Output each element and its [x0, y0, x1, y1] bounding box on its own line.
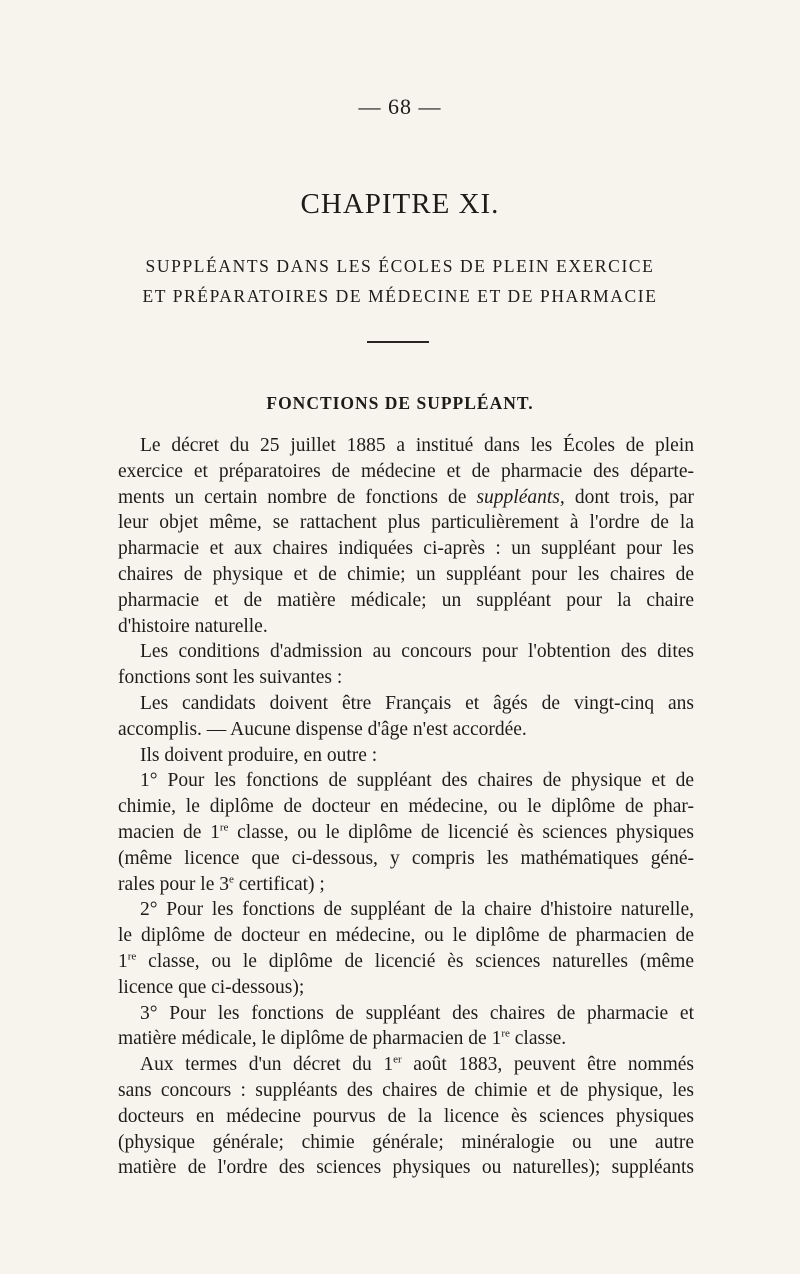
text-line: 3° Pour les fonctions de suppléant des chaires de pharmacie et — [140, 1002, 694, 1024]
text-line: docteurs en médecine pourvus de la licence ès sciences physiques — [118, 1105, 694, 1127]
emphasis: suppléants, — [476, 486, 565, 508]
text-line: matière de l'ordre des sciences physiques ou naturelles); suppléants — [118, 1157, 694, 1179]
text-line: matière médicale, le diplôme de pharmacien de 1re classe. — [118, 1027, 567, 1050]
text-line: fonctions sont les suivantes : — [118, 667, 343, 689]
text-line: macien de 1re classe, ou le diplôme de licencié ès sciences physiques — [118, 821, 694, 843]
text-line: le diplôme de docteur en médecine, ou le diplôme de pharmacien de — [118, 925, 694, 947]
text-line: (même licence que ci-dessous, y compris les mathématiques géné- — [118, 847, 694, 869]
text-line: 1re classe, ou le diplôme de licencié ès sciences naturelles (même — [118, 950, 694, 972]
text-line: leur objet même, se rattachent plus particulièrement à l'ordre de la — [118, 512, 694, 534]
chapter-subtitle-line-1: SUPPLÉANTS DANS LES ÉCOLES DE PLEIN EXERCICE — [145, 256, 655, 276]
text-line: Les candidats doivent être Français et âgés de vingt-cinq ans — [140, 692, 694, 714]
text-line: rales pour le 3e certificat) ; — [118, 873, 325, 895]
text-line: 1° Pour les fonctions de suppléant des chaires de physique et de — [140, 770, 694, 792]
text-line: Ils doivent produire, en outre : — [140, 744, 378, 766]
page-number: — 68 — — [358, 94, 442, 119]
text-line: accomplis. — Aucune dispense d'âge n'est accordée. — [118, 718, 527, 740]
text-line: Le décret du 25 juillet 1885 a institué dans les Écoles de plein — [140, 435, 694, 456]
body-text — [118, 433, 694, 1181]
text-line: d'histoire naturelle. — [118, 615, 268, 637]
text-line: Aux termes d'un décret du 1er août 1883, peuvent être nommés — [140, 1053, 694, 1076]
text-line: (physique générale; chimie générale; minéralogie ou une autre — [118, 1131, 694, 1153]
text-line: Les conditions d'admission au concours pour l'obtention des dites — [140, 641, 694, 663]
text-line: pharmacie et aux chaires indiquées ci-après : un suppléant pour les — [118, 538, 694, 560]
section-heading: FONCTIONS DE SUPPLÉANT. — [266, 393, 534, 413]
text-line: exercice et préparatoires de médecine et de pharmacie des départe- — [118, 460, 694, 482]
text-line: ments un certain nombre de fonctions de suppléants, dont trois, par — [118, 486, 695, 508]
text-line: 2° Pour les fonctions de suppléant de la chaire d'histoire naturelle, — [140, 899, 694, 921]
text-line: pharmacie et de matière médicale; un suppléant pour la chaire — [118, 589, 694, 611]
section-divider — [367, 341, 429, 343]
chapter-subtitle-line-2: ET PRÉPARATOIRES DE MÉDECINE ET DE PHARMACIE — [142, 286, 658, 306]
text-line: licence que ci-dessous); — [118, 976, 305, 998]
text-line: chaires de physique et de chimie; un suppléant pour les chaires de — [118, 563, 694, 585]
chapter-title: CHAPITRE XI. — [300, 188, 500, 220]
text-line: sans concours : suppléants des chaires de chimie et de physique, les — [118, 1079, 694, 1101]
text-line: chimie, le diplôme de docteur en médecine, ou le diplôme de phar- — [118, 796, 694, 818]
